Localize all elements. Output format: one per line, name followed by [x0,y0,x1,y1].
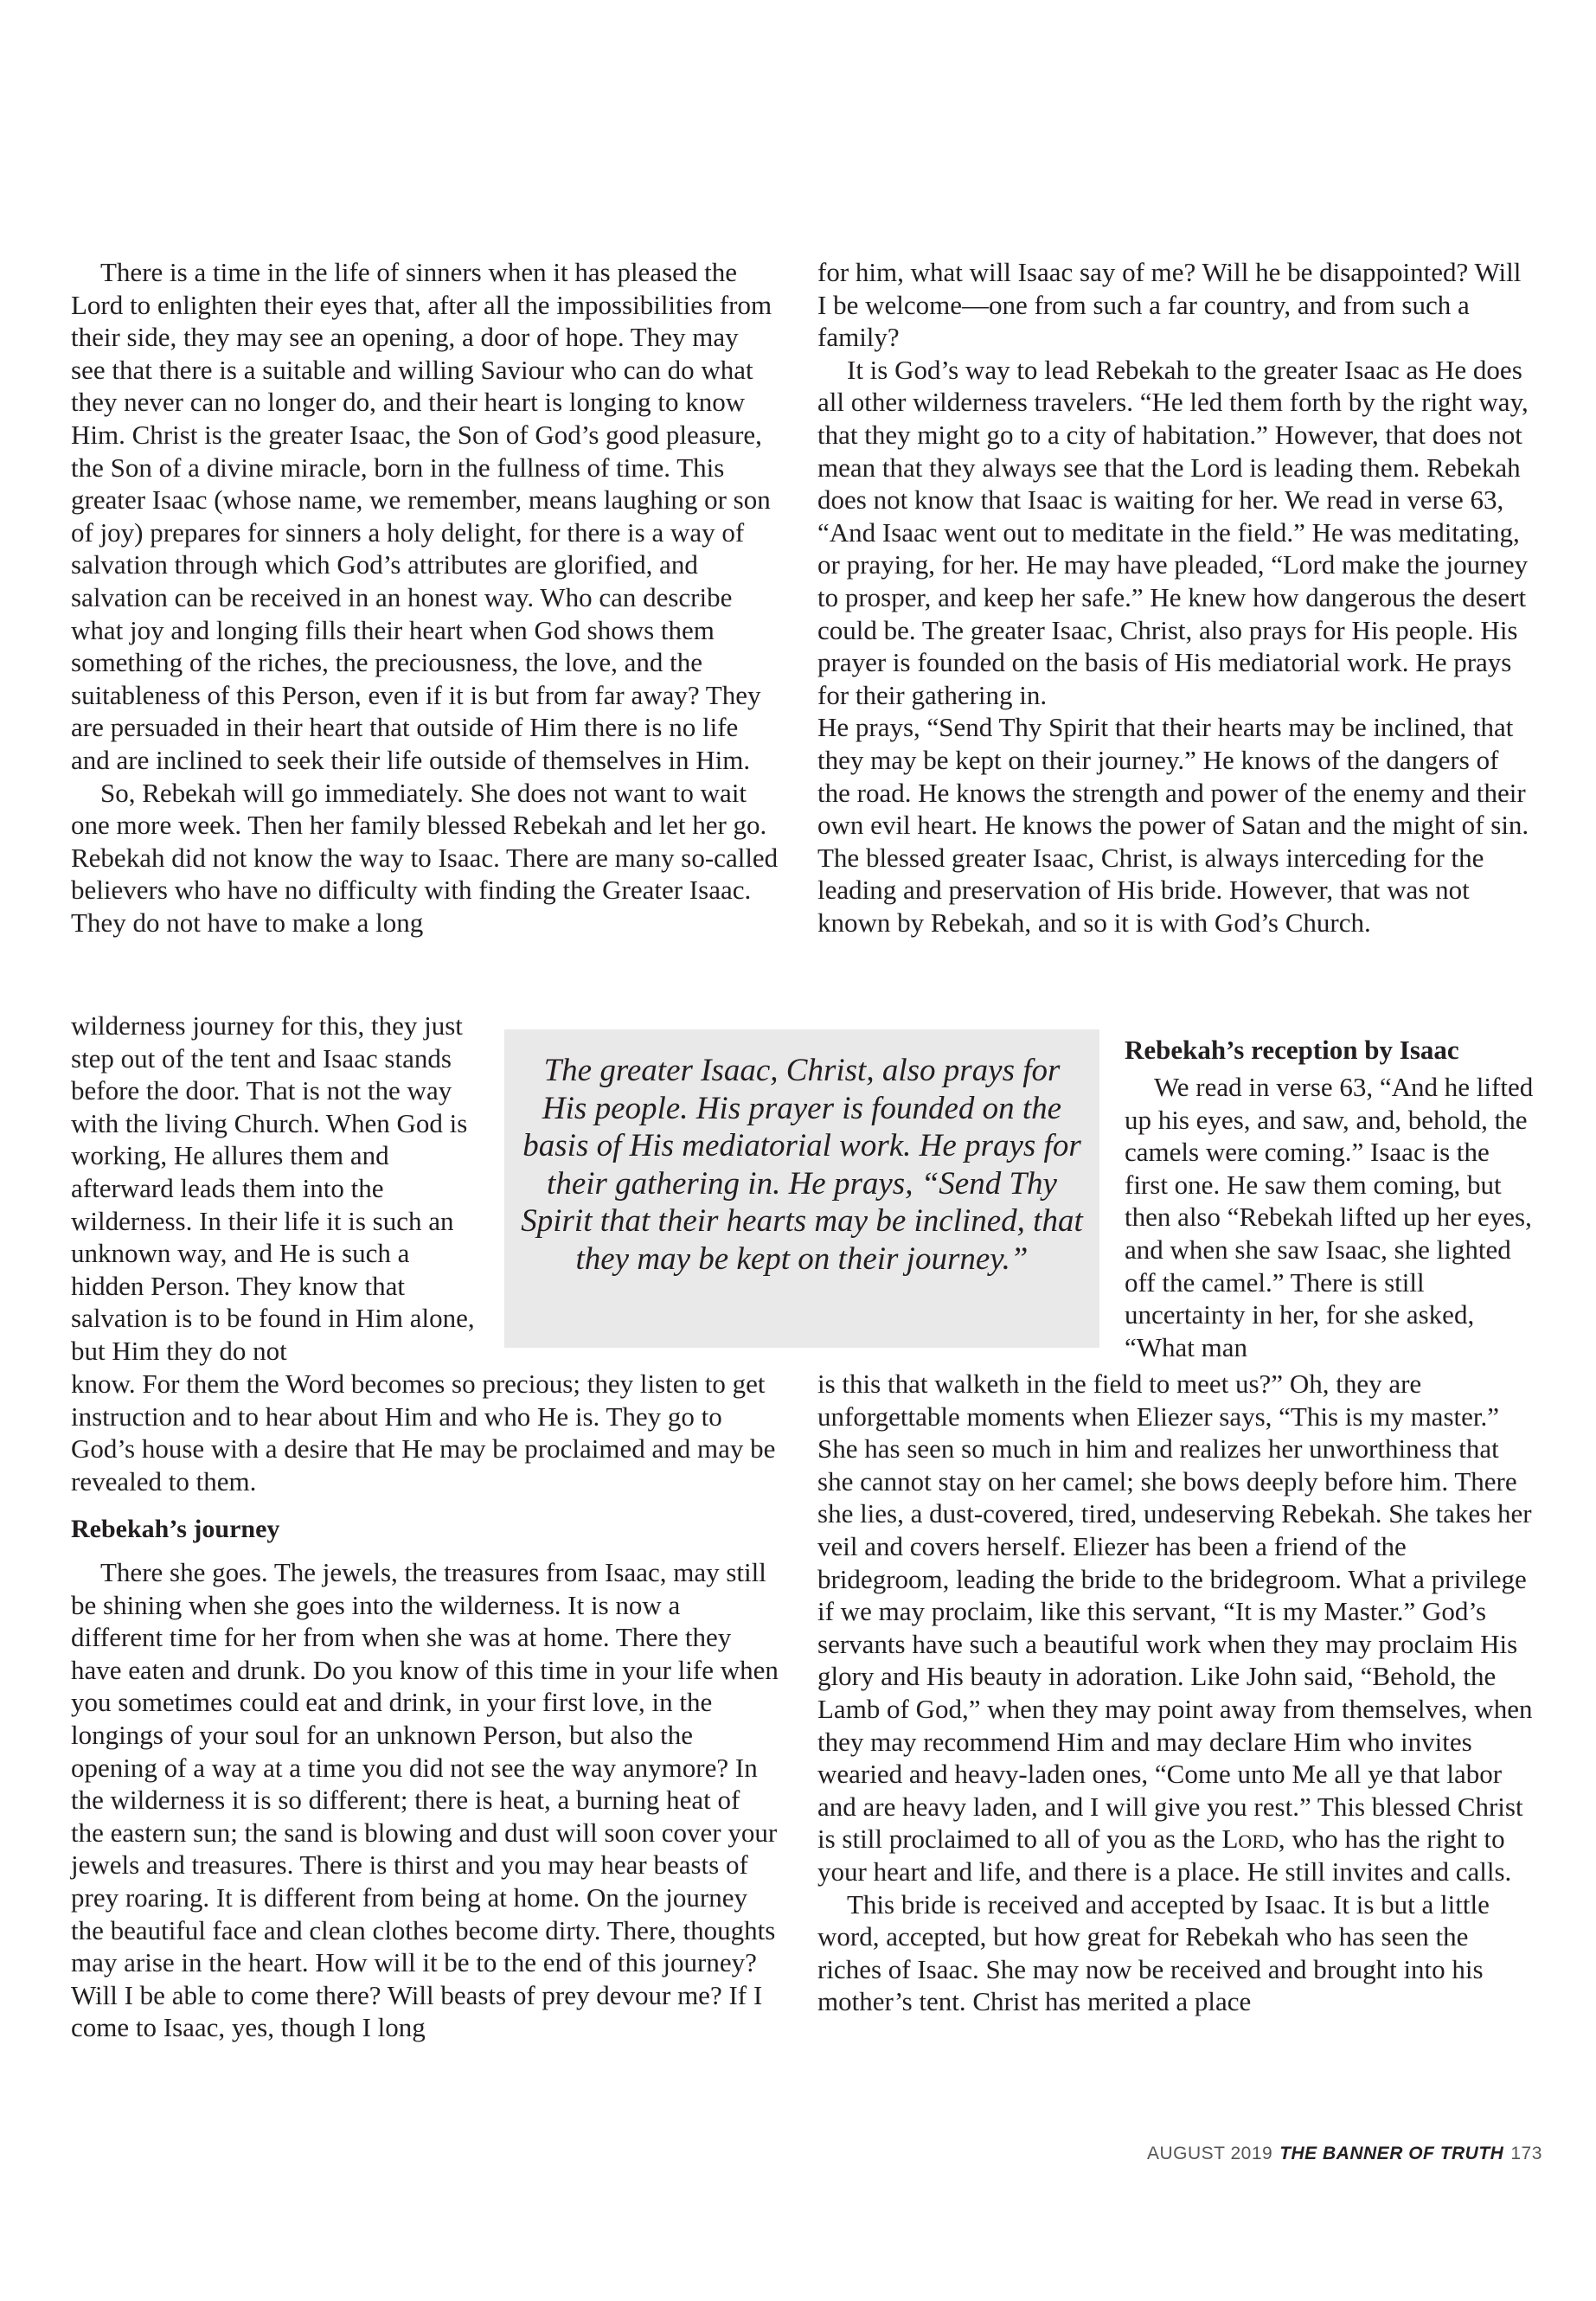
right-column-bottom [817,1368,1535,2018]
left-paragraph-2-wrap: wilderness journey for this, they just step out of the tent and Isaac stands before the door. That is not the way with the living Church. When God is working, He allures them and afterward leads them into the wilderness. In their life it is such an unknown way, and He is such a hidden Person. They know that salvation is to be found in Him alone, but Him they do not [71,1010,475,1366]
section-heading-journey: Rebekah’s journey [71,1515,280,1544]
pull-quote: The greater Isaac, Christ, also prays for His people. His prayer is founded on the basis of His mediatorial work. He prays for their gathering in. He prays, “Send Thy Spirit that their hearts may be inclined, that they may be kept on their journey.” [504,1029,1099,1348]
left-paragraph-3: There she goes. The jewels, the treasures from Isaac, may still be shining when she goes into the wilderness. It is now a different time for her from when she was at home. There they have eaten and drunk. Do you know of this time in your life when you sometimes could eat and drink, in your first love, in the longings of your soul for an unknown Person, but also the opening of a way at a time you did not see the way anymore? In the wilderness it is so different; there is heat, a burning heat of the eastern sun; the sand is blowing and dust will soon cover your jewels and treasures. There is thirst and you may hear beasts of prey roaring. It is different from being at home. On the journey the beautiful face and clean clothes become dirty. There, thoughts may arise in the heart. How will it be to the end of this journey? Will I be able to come there? Will beasts of prey devour me? If I come to Isaac, yes, though I long [71,1556,779,2043]
right-paragraph-4-wrap: We read in verse 63, “And he lifted up his eyes, and saw, and, behold, the camels were coming.” Isaac is the first one. He saw them coming, but then also “Rebekah lifted up her eyes, and when she saw Isaac, she lighted off the camel.” There is still uncertainty in her, for she asked, “What man [1125,1072,1534,1362]
right-paragraph-4-text-a: is this that walketh in the field to meet us?” Oh, they are unforgettable moments when Eliezer says, “This is my master.” She has seen so much in him and realizes her unworthiness that she cannot stay on her camel; she bows deeply before him. There she lies, a dust-covered, tired, undeserving Rebekah. She takes her veil and covers herself. Eliezer has been a friend of the bridegroom, leading the bride to the bridegroom. What a privilege if we may proclaim, like this servant, “It is my Master.” God’s servants have such a beautiful work when they may proclaim His glory and His beauty in adoration. Like John said, “Behold, the Lamb of God,” when they may point away from themselves, when they may recommend Him and may declare Him who invites wearied and heavy-laden ones, “Come unto Me all ye that labor and are heavy laden, and I will give you rest.” This blessed Christ is still proclaimed to all of you as the [817,1368,1533,1855]
lord-small-caps: Lord [1221,1823,1279,1855]
left-paragraph-2-top: So, Rebekah will go immediately. She does not want to wait one more week. Then her family blessed Rebekah and let her go. Rebekah did not know the way to Isaac. There are many so-called believers who have no difficulty with finding the Greater Isaac. They do not have to make a long [71,777,779,938]
left-paragraph-2-bottom: know. For them the Word becomes so precious; they listen to get instruction and to hear about Him and who He is. They go to God’s house with a desire that He may be proclaimed and may be revealed to them. [71,1368,776,1497]
footer-page-number: 173 [1510,2144,1542,2163]
right-paragraph-4-bottom [817,1368,1535,1888]
right-paragraph-5: This bride is received and accepted by Isaac. It is but a little word, accepted, but how great for Rebekah who has seen the riches of Isaac. She may now be received and brought into his mother’s tent. Christ has merited a place [817,1888,1490,2017]
right-column-top [817,256,1535,939]
right-paragraph-4-text-b: , who has the right to your heart and life, and there is a place. He still invites and calls. [817,1823,1512,1887]
left-column-bottom [71,1368,779,2044]
right-paragraph-2: It is God’s way to lead Rebekah to the greater Isaac as He does all other wilderness travelers. “He led them forth by the right way, that they might go to a city of habitation.” However, that does not mean that they always see that the Lord is leading them. Rebekah does not know that Isaac is waiting for her. We read in verse 63, “And Isaac went out to meditate in the field.” He was meditating, or praying, for her. He may have pleaded, “Lord make the journey to prosper, and keep her safe.” He knew how dangerous the desert could be. The greater Isaac, Christ, also prays for His people. His prayer is founded on the basis of His mediatorial work. He prays for their gathering in. [817,354,1529,710]
footer-magazine-title: THE BANNER OF TRUTH [1279,2144,1504,2163]
left-paragraph-1: There is a time in the life of sinners when it has pleased the Lord to enlighten their eyes that, after all the impossibilities from their side, they may see an opening, a door of hope. They may see that there is a suitable and willing Saviour who can do what they never can no longer do, and their heart is longing to know Him. Christ is the greater Isaac, the Son of God’s good pleasure, the Son of a divine miracle, born in the fullness of time. This greater Isaac (whose name, we remember, means laughing or son of joy) prepares for sinners a holy delight, for there is a way of salvation through which God’s attributes are glorified, and salvation can be received in an honest way. Who can describe what joy and longing fills their heart when God shows them something of the riches, the preciousness, the love, and the suitableness of this Person, even if it is but from far away? They are persuaded in their heart that outside of Him there is no life and are inclined to seek their life outside of themselves in Him. [71,257,772,775]
section-heading-reception: Rebekah’s reception by Isaac [1125,1035,1459,1065]
left-column-top [71,256,779,939]
footer-date: AUGUST 2019 [1147,2144,1273,2163]
page-footer [1147,2144,1542,2164]
right-paragraph-1: for him, what will Isaac say of me? Will he be disappointed? Will I be welcome—one from such a far country, and from such a family? [817,257,1522,353]
right-paragraph-3: He prays, “Send Thy Spirit that their hearts may be inclined, that they may be kept on their journey.” He knows of the dangers of the road. He knows the strength and power of the enemy and their own evil heart. He knows the power of Satan and the might of sin. The blessed greater Isaac, Christ, is always interceding for the leading and preservation of His bride. However, that was not known by Rebekah, and so it is with God’s Church. [817,712,1529,938]
